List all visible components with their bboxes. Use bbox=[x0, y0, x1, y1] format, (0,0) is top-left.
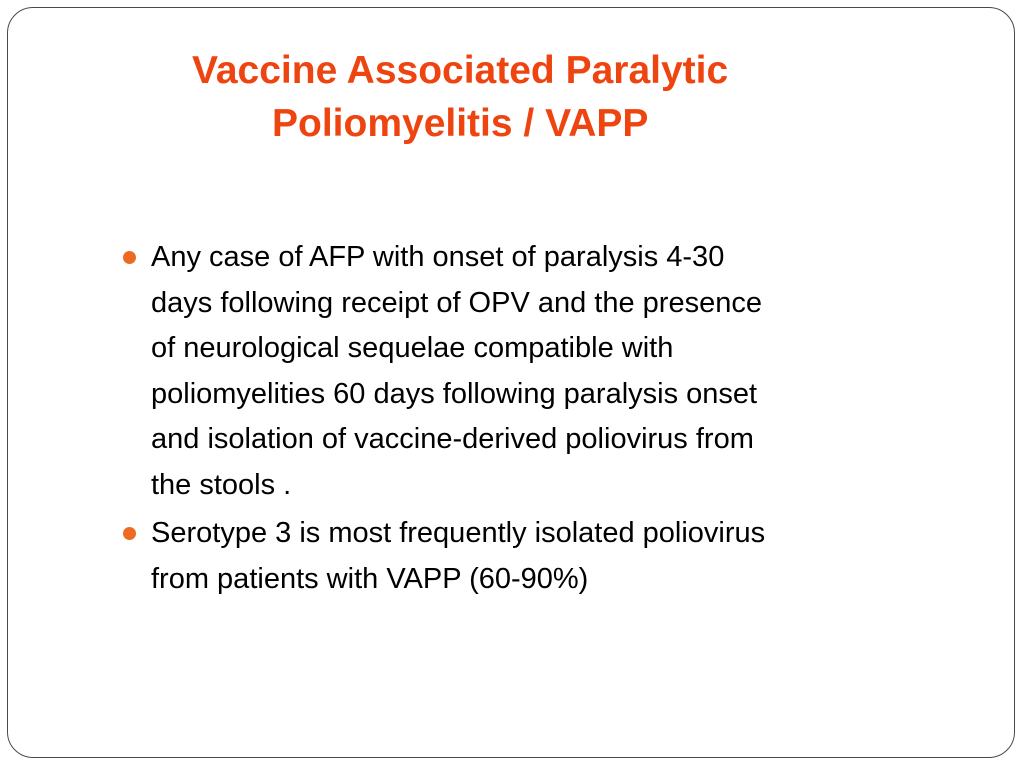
bullet-dot-icon bbox=[123, 251, 136, 264]
slide-title bbox=[120, 44, 960, 150]
bullet-1-line-5: and isolation of vaccine-derived poliovirus from bbox=[151, 423, 754, 455]
bullet-dot-icon bbox=[123, 527, 136, 540]
bullet-1-line-4: poliomyelities 60 days following paralysis onset bbox=[151, 377, 758, 410]
title-line-2: Poliomyelitis / VAPP bbox=[272, 102, 649, 145]
bullet-item-afp-definition bbox=[120, 235, 950, 508]
bullet-1-line-2: days following receipt of OPV and the presence bbox=[151, 286, 762, 319]
title-line-1: Vaccine Associated Paralytic bbox=[192, 49, 729, 92]
bullet-2-line-1: Serotype 3 is most frequently isolated poliovirus bbox=[151, 517, 766, 549]
bullet-list bbox=[120, 235, 950, 605]
bullet-item-serotype bbox=[120, 511, 950, 602]
bullet-1-line-1: Any case of AFP with onset of paralysis 4-30 bbox=[151, 241, 725, 273]
bullet-2-line-2: from patients with VAPP (60-90%) bbox=[151, 562, 589, 595]
bullet-1-line-3: of neurological sequelae compatible with bbox=[151, 332, 674, 364]
bullet-1-line-6: the stools . bbox=[151, 468, 292, 501]
